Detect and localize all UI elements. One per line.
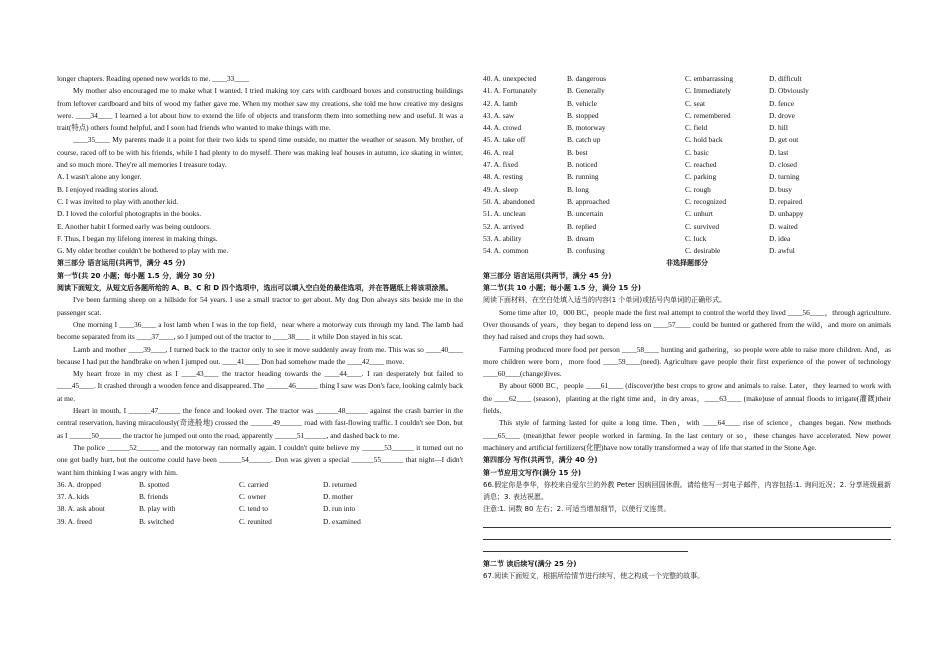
option: B. noticed <box>567 160 598 170</box>
option: 46. A. real <box>483 147 514 157</box>
option: 41. A. Fortunately <box>483 86 537 96</box>
option: B. spotted <box>139 479 169 489</box>
option: 43. A. saw <box>483 110 515 120</box>
right-column <box>483 73 891 582</box>
option-item: A. I wasn't alone any longer. <box>57 172 142 182</box>
option: D. hill <box>769 123 788 133</box>
section-subtitle: 第一节(共 20 小题；每小题 1.5 分，满分 30 分) <box>57 271 215 280</box>
cloze-paragraph: One morning I ____36____ a lost lamb when I was in the top field，near where a motorway cuts through my land. The lamb had become separated from its ____37____, so I jumped out of the tractor to ____38____ it while Don stayed in his scat. <box>57 319 463 342</box>
options-row <box>483 184 891 196</box>
option: B. stopped <box>567 110 599 120</box>
grammar-paragraph: Farming produced more food per person ____58____ hunting and gathering，so people were able to raise more children. And，as more children were born，more food ____59____(need). Agriculture gave people their first experience of the power of technology ____60____(change)lives. <box>483 344 891 379</box>
option: C. recognized <box>685 196 727 206</box>
cloze-paragraph: The police ______52______ and the motorway ran normally again. I couldn't quite believe my ______53______ it turned out no one got badly hurt, but the outcome could have been ______54______. Don was given a special ______55______ that night—I didn't want him thinking I was angry with him. <box>57 442 463 477</box>
options-row <box>483 208 891 220</box>
option: D. unhappy <box>769 209 804 219</box>
options-row <box>483 147 891 159</box>
options-row <box>483 171 891 183</box>
options-row <box>483 134 891 146</box>
option: D. awful <box>769 246 795 256</box>
option: D. fence <box>769 98 795 108</box>
option: B. play with <box>139 504 176 514</box>
option-item: C. I was invited to play with another kid. <box>57 196 179 206</box>
option: 50. A. abandoned <box>483 196 535 206</box>
option: C. embarrassing <box>685 74 734 83</box>
passage-paragraph: longer chapters. Reading opened new worlds to me. ____33____ <box>57 74 250 83</box>
answer-line[interactable] <box>483 540 688 552</box>
cloze-paragraph: Heart in mouth, I ______47______ the fence and looked over. The tractor was ______48______ against the crash barrier in the central reservation, having miraculously(奇迹般地) crossed the ______49______ road with fast-flowing traffic. I couldn't see Don, but as I ______50______ the tractor he jumped out onto the road, apparently ______51______, and dashed back to me. <box>57 406 463 440</box>
left-column <box>57 73 463 528</box>
option: D. returned <box>323 479 357 489</box>
section-title: 第三部分 语言运用(共两节，满分 45 分) <box>483 271 612 280</box>
option: 37. A. kids <box>57 492 90 502</box>
section-subtitle: 第一节应用文写作(满分 15 分) <box>483 468 582 477</box>
options-row <box>483 233 891 245</box>
options-row <box>483 110 891 122</box>
option: B. replied <box>567 221 597 231</box>
option: C. field <box>685 123 708 133</box>
option: B. uncertain <box>567 209 604 219</box>
options-row <box>483 73 891 85</box>
option-item: F. Thus, I began my lifelong interest in making things. <box>57 233 218 243</box>
option: C. Immediately <box>685 86 731 96</box>
option: 51. A. unclean <box>483 209 526 219</box>
options-row <box>483 245 891 257</box>
option: D. last <box>769 147 789 157</box>
section-title: 第四部分 写作(共两节，满分 40 分) <box>483 456 598 465</box>
seven-choice-options <box>57 171 463 257</box>
option: C. luck <box>685 233 707 243</box>
option: B. best <box>567 147 588 157</box>
option: 48. A. resting <box>483 172 523 182</box>
option: D. waited <box>769 221 798 231</box>
option: C. remembered <box>685 110 731 120</box>
option: B. vehicle <box>567 98 597 108</box>
section-instructions: 阅读下面短文，从短文后各题所给的 A、B、C 和 D 四个选项中，选出可以填入空白处的最佳选项，并在答题纸上将该项涂黑。 <box>57 284 453 293</box>
option: D. mother <box>323 492 353 502</box>
option: 45. A. take off <box>483 135 526 145</box>
answer-line[interactable] <box>483 528 891 540</box>
option: D. repaired <box>769 196 803 206</box>
option: D. closed <box>769 160 797 170</box>
option: B. long <box>567 184 589 194</box>
cloze-paragraph: My heart froze in my chest as I ____43____ the tractor heading towards the ____44____. I ran desperately but failed to ____45____. It crashed through a wooden fence and disappeared. The ______46______ thing I saw was Don's face, looking calmly back at me. <box>57 369 463 403</box>
option: C. survived <box>685 221 720 231</box>
option: B. running <box>567 172 599 182</box>
option: D. turning <box>769 172 800 182</box>
options-row <box>57 516 463 528</box>
option: B. switched <box>139 516 174 526</box>
option: C. tend to <box>239 504 268 514</box>
option: C. hold back <box>685 135 723 145</box>
option: D. drove <box>769 110 795 120</box>
options-row <box>57 503 463 515</box>
option: D. Obviously <box>769 86 809 96</box>
options-list <box>483 73 891 257</box>
option: 53. A. ability <box>483 233 522 243</box>
options-row <box>483 221 891 233</box>
options-row <box>483 122 891 134</box>
options-row <box>483 196 891 208</box>
option: C. reunited <box>239 516 272 526</box>
grammar-paragraph: Some time after 10，000 BC，people made the first real attempt to control the world they lived ____56____，through agriculture. Over thousands of years，they began to depend less on ____57____ could be hunted or gathered from the wild，and more on animals they had raised and crops they had sown. <box>483 307 891 342</box>
option: 44. A. crowd <box>483 123 522 133</box>
options-row <box>483 98 891 110</box>
option: C. basic <box>685 147 709 157</box>
cloze-paragraph: I've been farming sheep on a hillside for 54 years. I use a small tractor to get about. My dog Don always sits beside me in the passenger scat. <box>57 295 463 317</box>
option: B. dangerous <box>567 74 606 83</box>
option: C. unhurt <box>685 209 713 219</box>
section-subtitle: 第二节 读后续写(满分 25 分) <box>483 559 577 568</box>
option: C. reached <box>685 160 717 170</box>
option-item: G. My older brother couldn't be bothered to play with me. <box>57 246 229 256</box>
option: 42. A. lamb <box>483 98 518 108</box>
option: C. rough <box>685 184 711 194</box>
option: C. seat <box>685 98 706 108</box>
passage-paragraph: My mother also encouraged me to make what I wanted. I tried making toy cars with cardboard boxes and constructing buildings from leftover cardboard and bits of wood my father gave me. When my mother saw my creations, she told me how creative my designs were. ____34____ I learned a lot about how to extend the life of objects and transform them into something new and useful. It was a trait(特点) others found helpful, and I soon had friends who wanted to make things with me. <box>57 86 463 133</box>
option: D. idea <box>769 233 791 243</box>
section-subtitle: 第二节(共 10 小题；每小题 1.5 分，满分 15 分) <box>483 284 641 293</box>
grammar-paragraph: This style of farming lasted for quite a long time. Then，with ____64____ rise of science，changes began. New methods ____65____ (mean)that fewer people worked in farming. In the last century or so，these changes have accelerated. New power machinery and artificial fertilizers(化肥)have now totally transformed a way of life that started in the Stone Age. <box>483 418 891 452</box>
cloze-paragraph: Lamb and mother ____39____, I turned back to the tractor only to see it move suddenly away from me. This was so ____40____ because I had put the handbrake on when I jumped out. ____41____ Don had somehow made the ____42____ move. <box>57 344 463 366</box>
option: C. carried <box>239 479 269 489</box>
option: C. desirable <box>685 246 721 256</box>
option-item: B. I enjoyed reading stories aloud. <box>57 184 159 194</box>
options-row <box>483 159 891 171</box>
option: B. Generally <box>567 86 605 96</box>
options-row <box>483 85 891 97</box>
option: 52. A. arrived <box>483 221 524 231</box>
option: C. owner <box>239 492 267 502</box>
section-instructions: 阅读下面材料，在空白处填入适当的内容(1 个单词)或括号内单词的正确形式。 <box>483 296 727 305</box>
option: B. catch up <box>567 135 601 145</box>
option: C. parking <box>685 172 717 182</box>
options-row <box>57 491 463 503</box>
option: B. confusing <box>567 246 605 256</box>
option: B. approached <box>567 196 610 206</box>
option: B. dream <box>567 233 595 243</box>
option: D. examined <box>323 516 361 526</box>
writing-prompt: 67.阅读下面短文，根据所给情节进行续写，使之构成一个完整的故事。 <box>483 571 705 580</box>
section-title: 第三部分 语言运用(共两节，满分 45 分) <box>57 259 186 268</box>
option: D. run into <box>323 504 356 514</box>
options-row <box>57 479 463 491</box>
option: 47. A. fixed <box>483 160 518 170</box>
option: 39. A. freed <box>57 516 92 526</box>
writing-note: 注意:1. 词数 80 左右；2. 可适当增加细节，以使行文连贯。 <box>483 505 671 514</box>
answer-line[interactable] <box>483 516 891 528</box>
option: 38. A. ask about <box>57 504 105 514</box>
option: D. difficult <box>769 74 802 83</box>
option: D. get out <box>769 135 799 145</box>
option-item: E. Another habit I formed early was being outdoors. <box>57 221 211 231</box>
option-item: D. I loved the colorful photographs in the books. <box>57 209 202 219</box>
grammar-paragraph: By about 6000 BC，people ____61____ (discover)the best crops to grow and animals to raise. Later，they learned to work with the ____62____ (season)，planting at the right time and，in dry areas，____63____ (make)use of annual floods to irrigate(灌溉)their fields. <box>483 381 891 416</box>
option: D. busy <box>769 184 792 194</box>
option: 49. A. sleep <box>483 184 518 194</box>
non-choice-heading: 非选择题部分 <box>666 259 708 268</box>
writing-prompt: 66.假定你是李华，你校来自爱尔兰的外教 Peter 因病回国休假。请给他写一封电子邮件，内容包括:1. 询问近况；2. 分享班级最新消息；3. 表达祝愿。 <box>483 480 891 502</box>
passage-paragraph: ____35____ My parents made it a point for their two kids to spend time outside, no matter the weather or season. My brother, of course, raced off to be with his friends, while I had plenty to do myself. There was making leaf houses in autumn, ice skating in winter, and so much more. They're all memories I treasure today. <box>57 135 463 170</box>
option: 36. A. dropped <box>57 479 101 489</box>
option: B. friends <box>139 492 169 502</box>
option: 40. A. unexpected <box>483 74 537 83</box>
option: B. motorway <box>567 123 606 133</box>
option: 54. A. common <box>483 246 529 256</box>
